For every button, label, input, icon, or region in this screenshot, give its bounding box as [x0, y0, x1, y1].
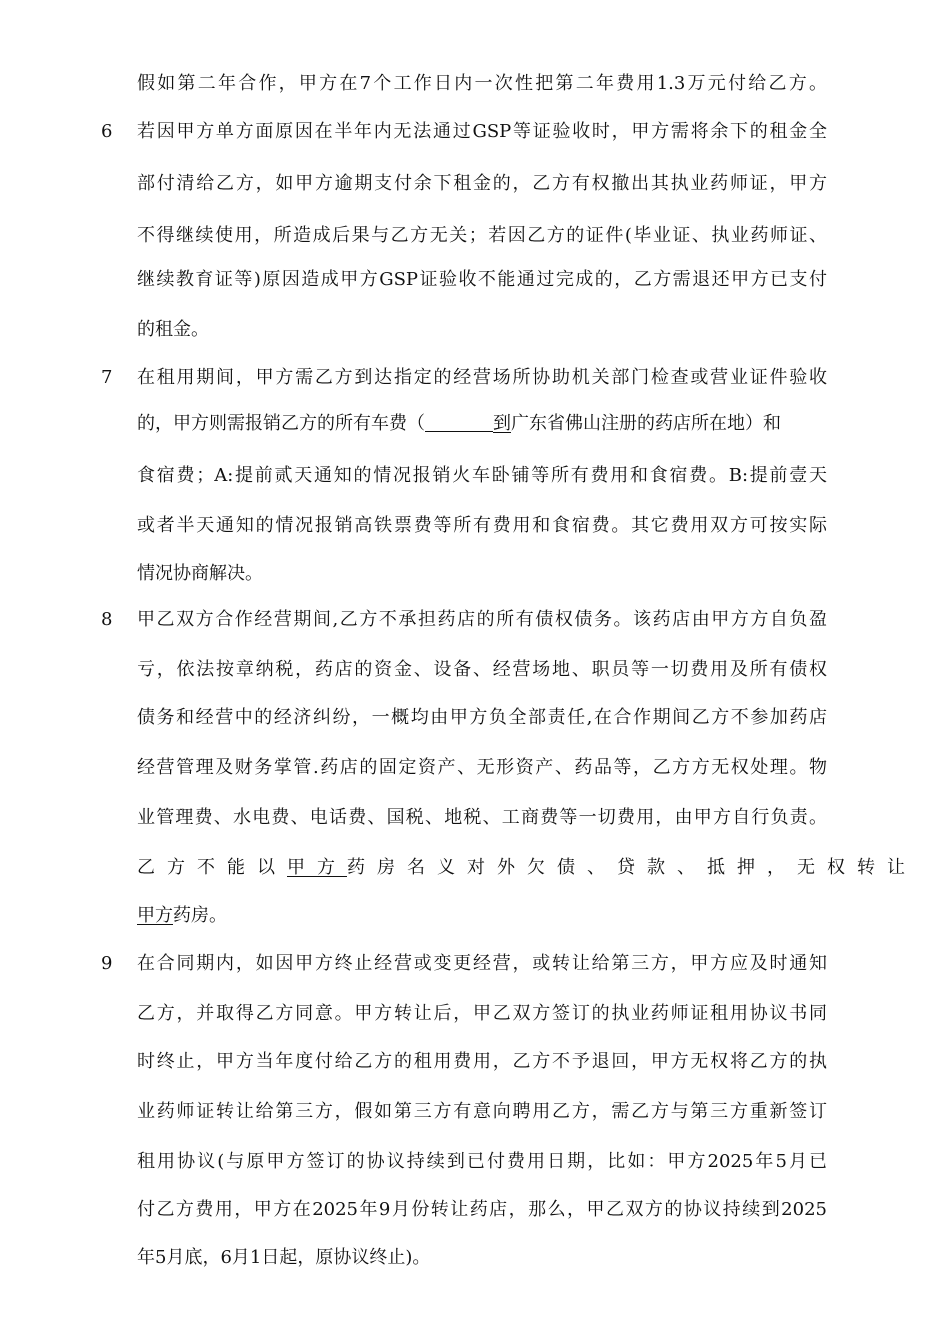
paragraph-line: 甲乙双方合作经营期间,乙方不承担药店的所有债权债务。该药店由甲方方自负盈 [137, 609, 827, 630]
clause-number: 6 [101, 121, 113, 142]
underlined-text: 到 [493, 413, 511, 434]
line-text: 的，甲方则需报销乙方的所有车费（ [137, 413, 425, 434]
paragraph-line: 在租用期间，甲方需乙方到达指定的经营场所协助机关部门检查或营业证件验收 [137, 367, 827, 388]
clause-number: 8 [101, 609, 113, 630]
paragraph-line [137, 904, 827, 928]
paragraph-line: 经营管理及财务掌管.药店的固定资产、无形资产、药品等，乙方方无权处理。物 [137, 757, 827, 778]
paragraph-line: 业管理费、水电费、电话费、国税、地税、工商费等一切费用，由甲方自行负责。 [137, 807, 827, 828]
paragraph-line: 假如第二年合作，甲方在7个工作日内一次性把第二年费用1.3万元付给乙方。 [137, 73, 827, 94]
line-text: 药房名义对外欠债、贷款、抵押，无权转让 [347, 857, 917, 878]
underlined-text: 甲方 [287, 857, 347, 878]
paragraph-line: 继续教育证等)原因造成甲方GSP证验收不能通过完成的，乙方需退还甲方已支付 [137, 269, 827, 290]
paragraph-line: 付乙方费用，甲方在2025年9月份转让药店，那么，甲乙双方的协议持续到2025 [137, 1199, 827, 1220]
paragraph-line: 的租金。 [137, 319, 209, 340]
paragraph-line: 或者半天通知的情况报销高铁票费等所有费用和食宿费。其它费用双方可按实际 [137, 515, 827, 536]
paragraph-line: 时终止，甲方当年度付给乙方的租用费用，乙方不予退回，甲方无权将乙方的执 [137, 1051, 827, 1072]
paragraph-line: 不得继续使用，所造成后果与乙方无关；若因乙方的证件(毕业证、执业药师证、 [137, 225, 827, 246]
paragraph-line: 食宿费；A:提前贰天通知的情况报销火车卧铺等所有费用和食宿费。B:提前壹天 [137, 465, 827, 486]
line-text: 药房。 [173, 905, 227, 926]
clause-number: 9 [101, 953, 113, 974]
line-text: 乙方不能以 [137, 857, 287, 878]
paragraph-line: 租用协议(与原甲方签订的协议持续到已付费用日期，比如：甲方2025年5月已 [137, 1151, 827, 1172]
fill-in-blank [425, 413, 493, 432]
paragraph-line: 债务和经营中的经济纠纷，一概均由甲方负全部责任,在合作期间乙方不参加药店 [137, 707, 827, 728]
paragraph-line [137, 412, 827, 436]
paragraph-line: 部付清给乙方，如甲方逾期支付余下租金的，乙方有权撤出其执业药师证，甲方 [137, 173, 827, 194]
clause-number: 7 [101, 367, 113, 388]
underlined-text: 甲方 [137, 905, 173, 926]
paragraph-line [137, 856, 917, 880]
paragraph-line: 年5月底，6月1日起，原协议终止)。 [137, 1247, 431, 1268]
paragraph-line: 若因甲方单方面原因在半年内无法通过GSP等证验收时，甲方需将余下的租金全 [137, 121, 827, 142]
paragraph-line: 在合同期内，如因甲方终止经营或变更经营，或转让给第三方，甲方应及时通知 [137, 953, 827, 974]
paragraph-line: 亏，依法按章纳税，药店的资金、设备、经营场地、职员等一切费用及所有债权 [137, 659, 827, 680]
paragraph-line: 业药师证转让给第三方，假如第三方有意向聘用乙方，需乙方与第三方重新签订 [137, 1101, 827, 1122]
paragraph-line: 乙方，并取得乙方同意。甲方转让后，甲乙双方签订的执业药师证租用协议书同 [137, 1003, 827, 1024]
paragraph-line: 情况协商解决。 [137, 563, 263, 584]
line-text: 广东省佛山注册的药店所在地）和 [511, 413, 781, 434]
